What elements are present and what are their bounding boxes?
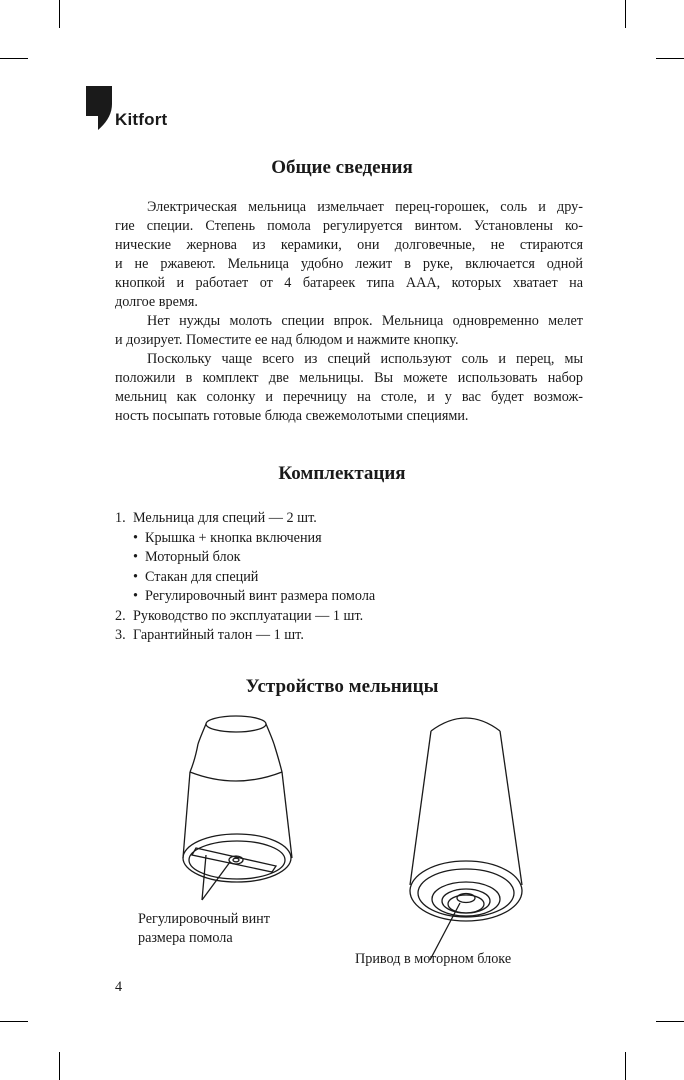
list-item-number: 2. — [115, 607, 126, 624]
text-line: Нет нужды молоть специи впрок. Мельница одновременно мелет — [147, 313, 583, 329]
bullet-icon: • — [133, 549, 138, 565]
caption-motor-drive: Привод в моторном блоке — [355, 951, 512, 967]
text-line: и дозирует. Поместите ее над блюдом и нажмите кнопку. — [115, 332, 459, 348]
page-number: 4 — [115, 979, 123, 995]
list-item — [115, 607, 375, 627]
section-title-device: Устройство мельницы — [245, 676, 439, 697]
crop-mark — [59, 0, 60, 28]
general-text — [115, 198, 583, 426]
sub-list-item — [115, 568, 375, 588]
section-title-general: Общие сведения — [271, 157, 413, 178]
sub-list-item-text: Регулировочный винт размера помола — [145, 588, 376, 604]
sub-list-item-text: Крышка + кнопка включения — [145, 529, 322, 546]
bullet-icon: • — [133, 568, 138, 585]
list-item-number: 3. — [115, 627, 126, 643]
brand-name: Kitfort — [115, 110, 168, 129]
list-item-text: Мельница для специй — 2 шт. — [133, 510, 317, 526]
list-item-text: Руководство по эксплуатации — 1 шт. — [133, 607, 364, 624]
crop-mark — [625, 1052, 626, 1080]
text-line: долгое время. — [115, 294, 198, 310]
sub-list-item-text: Стакан для специй — [145, 568, 259, 585]
bullet-icon: • — [133, 529, 138, 546]
text-line: гие специи. Степень помола регулируется винтом. Установлены ко- — [115, 218, 583, 234]
crop-mark — [59, 1052, 60, 1080]
crop-mark — [0, 1021, 28, 1022]
crop-mark — [656, 58, 684, 59]
text-line: и не ржавеют. Мельница удобно лежит в руке, включается одной — [115, 256, 583, 272]
list-item-number: 1. — [115, 510, 126, 526]
text-line: Электрическая мельница измельчает перец-горошек, соль и дру- — [147, 199, 583, 215]
text-line: положили в комплект две мельницы. Вы можете использовать набор — [115, 370, 583, 386]
text-line: кнопкой и работает от 4 батареек типа AAA, которых хватает на — [115, 275, 583, 291]
text-line: мельниц как солонку и перечницу на столе, и у вас будет возмож- — [115, 389, 583, 405]
grinder-diagram — [0, 700, 684, 980]
crop-mark — [0, 58, 28, 59]
text-line: ность посыпать готовые блюда свежемолотыми специями. — [115, 408, 469, 424]
sub-list-item — [115, 587, 375, 607]
sub-list-item — [115, 529, 375, 549]
sub-list-item — [115, 548, 375, 568]
text-line: Поскольку чаще всего из специй используют соль и перец, мы — [147, 351, 583, 367]
list-item — [115, 509, 375, 529]
section-title-contents: Комплектация — [278, 463, 406, 484]
contents-list — [115, 509, 375, 646]
brand-logo — [86, 86, 167, 130]
grinder-right-illustration — [410, 718, 522, 960]
paragraph — [115, 198, 583, 312]
list-item-text: Гарантийный талон — 1 шт. — [133, 627, 304, 643]
caption-adjust-screw: Регулировочный винт размера помола — [138, 911, 270, 946]
bullet-icon: • — [133, 588, 138, 604]
crop-mark — [625, 0, 626, 28]
list-item — [115, 626, 375, 646]
grinder-left-illustration — [183, 716, 292, 900]
kitfort-logo-icon — [86, 86, 112, 130]
text-line: нические жернова из керамики, они долговечные, не стираются — [115, 237, 583, 253]
paragraph — [115, 312, 583, 350]
paragraph — [115, 350, 583, 426]
crop-mark — [656, 1021, 684, 1022]
sub-list-item-text: Моторный блок — [145, 549, 241, 565]
